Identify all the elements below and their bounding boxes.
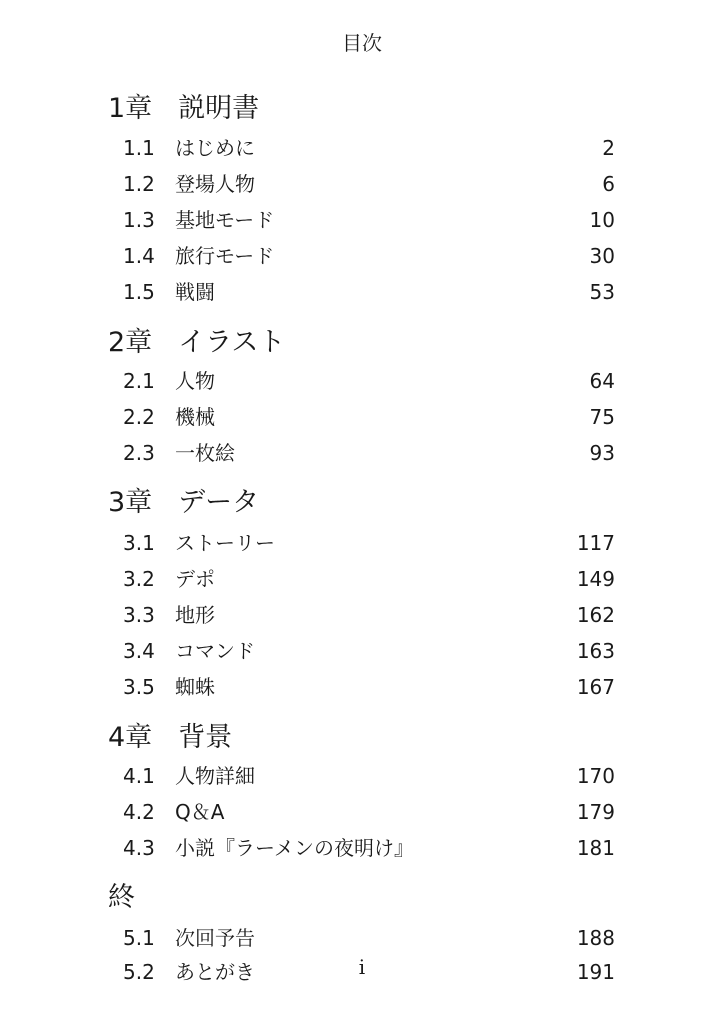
section-title: 人物詳細: [175, 764, 255, 788]
page-number: 191: [576, 960, 615, 984]
chapter-label: 4章: [108, 722, 153, 753]
toc-entry[interactable]: [123, 601, 615, 629]
toc-entry[interactable]: [123, 278, 615, 306]
page-number: 117: [576, 531, 615, 555]
section-number: 1.3: [123, 208, 155, 232]
page-number: 179: [576, 800, 615, 824]
chapter-heading[interactable]: [108, 486, 259, 520]
section-number: 3.3: [123, 603, 155, 627]
section-title: 旅行モード: [175, 244, 275, 268]
toc-entry[interactable]: [123, 924, 615, 952]
page-number: 93: [589, 441, 615, 465]
section-number: 5.2: [123, 960, 155, 984]
section-number: 1.2: [123, 172, 155, 196]
toc-entry[interactable]: [123, 637, 615, 665]
chapter-title: 背景: [178, 722, 233, 753]
section-title: 登場人物: [175, 172, 255, 196]
section-number: 1.5: [123, 280, 155, 304]
chapter-label: 終: [108, 882, 135, 913]
section-title: Q＆A: [175, 800, 225, 824]
page-number: 64: [589, 369, 615, 393]
page-number: 167: [576, 675, 615, 699]
section-number: 2.3: [123, 441, 155, 465]
section-number: 3.5: [123, 675, 155, 699]
section-title: 一枚絵: [175, 441, 235, 465]
page-number: 163: [576, 639, 615, 663]
section-title: コマンド: [175, 639, 255, 663]
toc-entry[interactable]: [123, 367, 615, 395]
toc-entry[interactable]: [123, 403, 615, 431]
section-number: 4.1: [123, 764, 155, 788]
chapter-heading[interactable]: [108, 881, 135, 915]
section-number: 3.2: [123, 567, 155, 591]
toc-entry[interactable]: [123, 242, 615, 270]
section-title: ストーリー: [175, 531, 275, 555]
page-number: 6: [602, 172, 615, 196]
page-number: 75: [589, 405, 615, 429]
page-title: 目次: [342, 31, 382, 55]
chapter-heading[interactable]: [108, 326, 285, 360]
section-title: 小説『ラーメンの夜明け』: [175, 836, 414, 860]
page-number: 53: [589, 280, 615, 304]
toc-entry[interactable]: [123, 170, 615, 198]
toc-entry[interactable]: [123, 834, 615, 862]
page-number: 149: [576, 567, 615, 591]
page-number: 10: [589, 208, 615, 232]
chapter-title: データ: [178, 487, 260, 518]
page-number: 30: [589, 244, 615, 268]
section-number: 2.1: [123, 369, 155, 393]
section-title: 戦闘: [175, 280, 215, 304]
section-number: 2.2: [123, 405, 155, 429]
chapter-title: 説明書: [178, 93, 260, 124]
page-number: 2: [602, 136, 615, 160]
chapter-label: 1章: [108, 93, 153, 124]
chapter-title: イラスト: [178, 327, 286, 358]
chapter-label: 3章: [108, 487, 153, 518]
section-number: 3.1: [123, 531, 155, 555]
section-number: 1.4: [123, 244, 155, 268]
chapter-label: 2章: [108, 327, 153, 358]
page-folio: i: [358, 955, 366, 979]
toc-entry[interactable]: [123, 673, 615, 701]
page-number: 188: [576, 926, 615, 950]
section-title: デポ: [175, 567, 215, 591]
section-title: 地形: [175, 603, 215, 627]
toc-entry[interactable]: [123, 798, 615, 826]
section-number: 4.3: [123, 836, 155, 860]
section-title: 蜘蛛: [175, 675, 215, 699]
toc-entry[interactable]: [123, 206, 615, 234]
section-number: 1.1: [123, 136, 155, 160]
section-title: 機械: [175, 405, 215, 429]
toc-entry[interactable]: [123, 529, 615, 557]
section-title: 基地モード: [175, 208, 275, 232]
section-number: 3.4: [123, 639, 155, 663]
section-number: 5.1: [123, 926, 155, 950]
section-title: 次回予告: [175, 926, 255, 950]
section-title: あとがき: [175, 960, 255, 984]
page-number: 170: [576, 764, 615, 788]
chapter-heading[interactable]: [108, 92, 259, 126]
page-number: 162: [576, 603, 615, 627]
toc-entry[interactable]: [123, 762, 615, 790]
section-title: はじめに: [175, 136, 255, 160]
toc-entry[interactable]: [123, 565, 615, 593]
page-number: 181: [576, 836, 615, 860]
toc-entry[interactable]: [123, 439, 615, 467]
chapter-heading[interactable]: [108, 721, 232, 755]
section-title: 人物: [175, 369, 215, 393]
toc-entry[interactable]: [123, 134, 615, 162]
section-number: 4.2: [123, 800, 155, 824]
